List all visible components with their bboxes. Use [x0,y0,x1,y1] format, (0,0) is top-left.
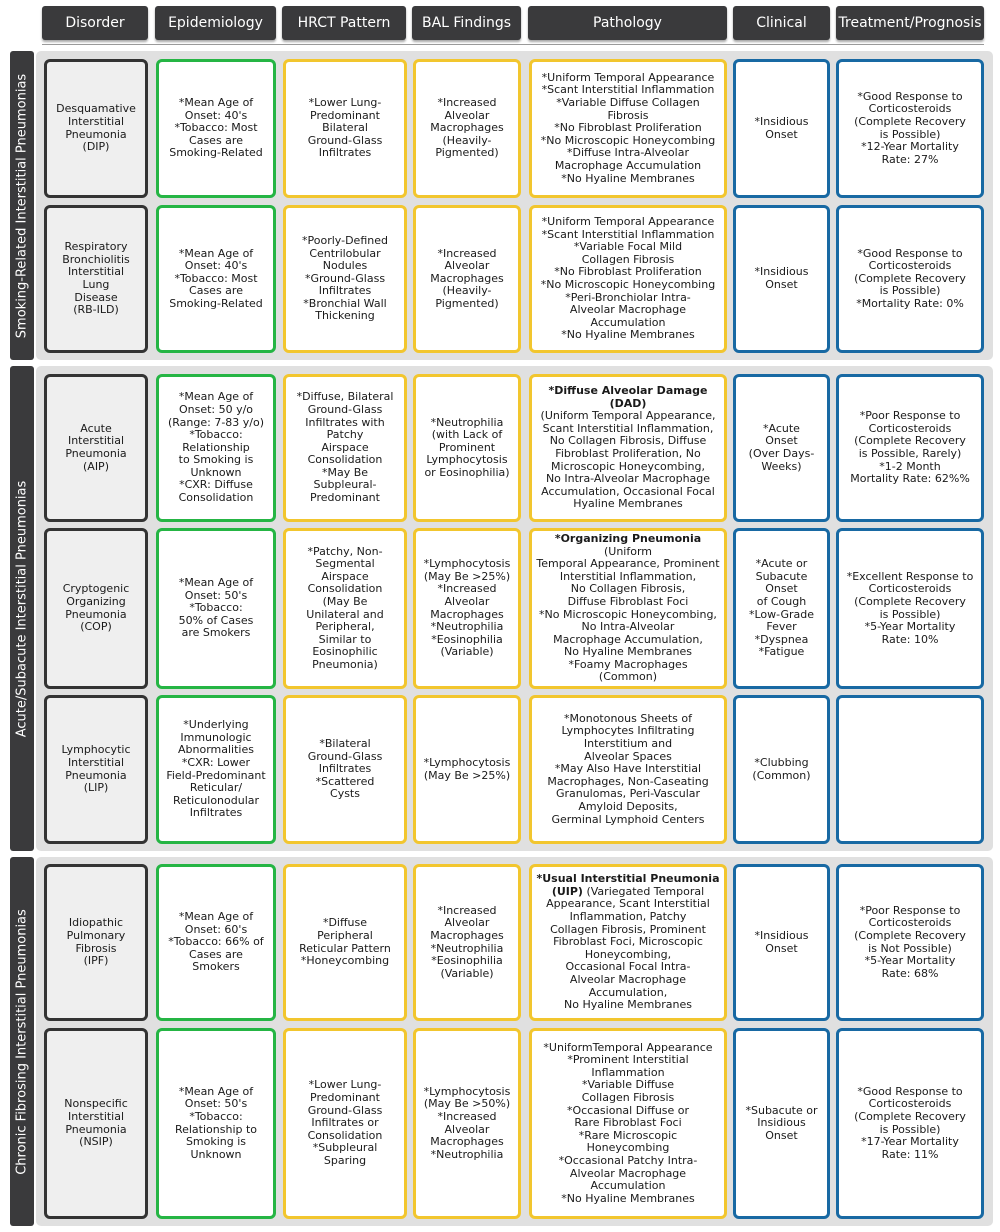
hrct-cell [283,59,407,198]
clinical-text [749,423,815,473]
pathology-text [536,385,720,511]
bal-value: *Lymphocytosis (May Be >50%) *Increased Alveolar Macrophages *Neutrophilia [423,1084,511,1161]
hrct-text [299,917,391,967]
bal-cell [413,528,521,689]
hrct-cell [283,864,407,1021]
bal-text [424,1086,511,1162]
bal-value: *Neutrophilia (with Lack of Prominent Lymphocytosis or Eosinophilia) [424,415,510,479]
treatment-text [847,571,974,647]
treatment-cell [836,1028,984,1219]
hrct-text [308,1079,383,1167]
header-treatment-prognosis: Treatment/Prognosis [836,6,984,40]
pathology-text [536,533,720,684]
epidemiology-text [166,719,265,820]
hrct-text [290,391,400,504]
bal-value: *Increased Alveolar Macrophages *Neutrophilia *Eosinophilia (Variable) [430,903,504,980]
pathology-text [543,1042,712,1206]
clinical-cell [733,59,830,198]
hrct-text [306,546,383,672]
group-label-smoking-related: Smoking-Related Interstitial Pneumonias [10,51,34,360]
treatment-text [850,410,970,486]
disorder-cell [44,528,148,689]
disorder-cell [44,864,148,1021]
bal-value: *Lymphocytosis (May Be >25%) *Increased Alveolar Macrophages *Neutrophilia *Eosinophilia (Variable) [423,557,511,659]
epidemiology-text [169,97,263,160]
clinical-value: *Clubbing (Common) [752,755,811,782]
epidemiology-cell [156,59,276,198]
disorder-text [62,241,130,317]
pathology-value: (Uniform Temporal Appearance, Prominent Interstitial Inflammation, No Collagen Fibrosis, Diffuse Fibroblast Foci *No Microscopic Honeycombing, No Intra-Alveolar Macrophage Accumulation, No Hyaline Membranes *Foamy Macrophages (Common) [536,544,720,684]
bal-text [424,558,511,659]
pathology-text [541,72,715,185]
clinical-text [755,116,809,141]
epidemiology-text [179,577,254,640]
epidemiology-text [169,248,263,311]
disorder-value: Nonspecific Interstitial Pneumonia (NSIP) [64,1097,128,1149]
hrct-value: *Diffuse, Bilateral Ground-Glass Infiltrates with Patchy Airspace Consolidation *May Be Subpleural- Predominant [296,390,394,505]
treatment-text [854,1086,966,1162]
clinical-value: *Insidious Onset [754,265,809,291]
pathology-value: *Monotonous Sheets of Lymphocytes Infiltrating Interstitium and Alveolar Spaces *May Also Have Interstitial Macrophages, Non-Caseating Granulomas, Peri-Vascular Amyloid Deposits, Germinal Lymphoid Centers [547,711,709,826]
treatment-cell [836,695,984,844]
hrct-value: *Patchy, Non- Segmental Airspace Consolidation (May Be Unilateral and Peripheral, Similar to Eosinophilic Pneumonia) [306,544,384,671]
clinical-value: *Insidious Onset [754,114,809,141]
epidemiology-text [168,391,264,504]
disorder-cell [44,695,148,844]
hrct-value: *Diffuse Peripheral Reticular Pattern *Honeycombing [299,916,391,968]
bal-cell [413,1028,521,1219]
pathology-cell [529,374,727,522]
epidemiology-cell [156,205,276,353]
clinical-value: *Acute or Subacute Onset of Cough *Low-Grade Fever *Dyspnea *Fatigue [748,557,815,659]
disorder-cell [44,59,148,198]
pathology-cell [529,59,727,198]
treatment-text [854,248,966,311]
disorder-text [63,583,130,633]
clinical-cell [733,1028,830,1219]
treatment-cell [836,59,984,198]
pathology-cell [529,1028,727,1219]
header-pathology: Pathology [528,6,727,40]
epidemiology-value: *Mean Age of Onset: 40's *Tobacco: Most Cases are Smoking-Related [169,246,263,310]
epidemiology-cell [156,374,276,522]
pathology-value: *UniformTemporal Appearance *Prominent Interstitial Inflammation *Variable Diffuse Collagen Fibrosis *Occasional Diffuse or Rare Fibroblast Foci *Rare Microscopic Honeycombing *Occasional Patchy Intra- Alveolar Macrophage Accumulation *No Hyaline Membranes [543,1040,713,1205]
hrct-text [308,97,383,160]
bal-value: *Increased Alveolar Macrophages (Heavily- Pigmented) [430,96,504,160]
pathology-value: *Uniform Temporal Appearance *Scant Interstitial Inflammation *Variable Focal Mild Collagen Fibrosis *No Fibroblast Proliferation *No Microscopic Honeycombing *Peri-Bronchiolar Intra- Alveolar Macrophage Accumulation *No Hyaline Membranes [540,215,716,342]
epidemiology-value: *Mean Age of Onset: 60's *Tobacco: 66% of Cases are Smokers [168,910,264,974]
hrct-cell [283,1028,407,1219]
bal-value: *Lymphocytosis (May Be >25%) [423,755,511,782]
pathology-cell [529,864,727,1021]
clinical-text [752,757,810,782]
pathology-value: *Uniform Temporal Appearance *Scant Interstitial Inflammation *Variable Diffuse Collagen Fibrosis *No Fibroblast Proliferation *No Microscopic Honeycombing *Diffuse Intra-Alveolar Macrophage Accumulation *No Hyaline Membranes [540,70,716,185]
disorder-value: Respiratory Bronchiolitis Interstitial Lung Disease (RB-ILD) [62,240,130,317]
epidemiology-cell [156,1028,276,1219]
treatment-value: *Poor Response to Corticosteroids (Complete Recovery is Not Possible) *5-Year Mortality Rate: 68% [854,903,966,980]
bal-cell [413,205,521,353]
clinical-text [755,266,809,291]
clinical-cell [733,374,830,522]
bal-text [430,905,503,981]
epidemiology-value: *Underlying Immunologic Abnormalities *CXR: Lower Field-Predominant Reticular/ Reticulonodular Infiltrates [166,718,266,820]
hrct-cell [283,374,407,522]
epidemiology-value: *Mean Age of Onset: 50 y/o (Range: 7-83 y/o) *Tobacco: Relationship to Smoking is Unknown *CXR: Diffuse Consolidation [167,390,265,505]
header-clinical: Clinical [733,6,830,40]
disorder-text [61,744,130,794]
header-divider [42,44,984,45]
pathology-cell [529,695,727,844]
pathology-cell [529,205,727,353]
clinical-value: *Subacute or Insidious Onset [745,1103,818,1142]
epidemiology-text [168,911,263,974]
hrct-cell [283,695,407,844]
pathology-text [536,873,719,1012]
epidemiology-cell [156,695,276,844]
pathology-value: (Uniform Temporal Appearance, Scant Interstitial Inflammation, No Collagen Fibrosis, Diffuse Fibroblast Proliferation, No Microscopic Honeycombing, No Intra-Alveolar Macrophage Accumulation, Occasional Focal Hyaline Membranes [540,409,716,511]
clinical-value: *Insidious Onset [754,928,809,955]
epidemiology-cell [156,864,276,1021]
hrct-value: *Poorly-Defined Centrilobular Nodules *Ground-Glass Infiltrates *Bronchial Wall Thickening [302,233,388,323]
epidemiology-value: *Mean Age of Onset: 40's *Tobacco: Most Cases are Smoking-Related [169,96,263,160]
treatment-cell [836,864,984,1021]
pathology-text [547,713,708,826]
clinical-text [745,1105,817,1143]
bal-text [424,757,511,782]
epidemiology-text [175,1086,257,1162]
treatment-value: *Excellent Response to Corticosteroids (Complete Recovery is Possible) *5-Year Mortality Rate: 10% [846,569,974,646]
hrct-cell [283,205,407,353]
treatment-cell [836,205,984,353]
bal-text [430,97,503,160]
header-bal-findings: BAL Findings [412,6,521,40]
hrct-value: *Bilateral Ground-Glass Infiltrates *Scattered Cysts [307,737,383,801]
clinical-cell [733,695,830,844]
bal-cell [413,59,521,198]
pathology-pattern-name: *Diffuse Alveolar Damage (DAD) [548,384,708,410]
disorder-text [65,423,126,473]
epidemiology-cell [156,528,276,689]
pathology-pattern-name: *Organizing Pneumonia [554,531,702,545]
disorder-value: Cryptogenic Organizing Pneumonia (COP) [62,582,130,634]
disorder-value: Idiopathic Pulmonary Fibrosis (IPF) [66,916,126,968]
treatment-text [854,905,966,981]
group-label-chronic-fibrosing: Chronic Fibrosing Interstitial Pneumonias [10,857,34,1226]
epidemiology-value: *Mean Age of Onset: 50's *Tobacco: Relationship to Smoking is Unknown [174,1084,258,1161]
clinical-cell [733,528,830,689]
header-epidemiology: Epidemiology [155,6,276,40]
hrct-text [308,738,383,801]
pathology-cell [529,528,727,689]
bal-text [430,248,503,311]
disorder-value: Desquamative Interstitial Pneumonia (DIP) [56,102,136,154]
clinical-cell [733,205,830,353]
pathology-text [541,216,715,342]
disorder-value: Lymphocytic Interstitial Pneumonia (LIP) [61,743,131,795]
header-disorder: Disorder [42,6,148,40]
disorder-text [67,917,126,967]
bal-text [424,417,509,480]
hrct-cell [283,528,407,689]
treatment-value: *Good Response to Corticosteroids (Complete Recovery is Possible) *17-Year Mortality Rate: 11% [854,1084,966,1161]
clinical-value: *Acute Onset (Over Days- Weeks) [748,421,815,473]
bal-value: *Increased Alveolar Macrophages (Heavily- Pigmented) [430,246,504,310]
treatment-value: *Good Response to Corticosteroids (Complete Recovery is Possible) *12-Year Mortality Rate: 27% [854,89,966,166]
header-hrct-pattern: HRCT Pattern [282,6,406,40]
group-label-acute-subacute: Acute/Subacute Interstitial Pneumonias [10,366,34,851]
treatment-text [854,91,966,167]
bal-cell [413,864,521,1021]
disorder-text [64,1098,128,1148]
hrct-value: *Lower Lung- Predominant Ground-Glass Infiltrates or Consolidation *Subpleural Sparing [307,1078,383,1167]
epidemiology-value: *Mean Age of Onset: 50's *Tobacco: 50% of Cases are Smokers [178,576,254,640]
disorder-text [56,103,136,153]
treatment-value: *Poor Response to Corticosteroids (Complete Recovery is Possible, Rarely) *1-2 Month Mortality Rate: 62%% [850,409,970,486]
clinical-cell [733,864,830,1021]
treatment-cell [836,528,984,689]
pathology-value: (Variegated Temporal Appearance, Scant Interstitial Inflammation, Patchy Collagen Fibrosis, Prominent Fibroblast Foci, Microscopic Honeycombing, Occasional Focal Intra- Alveolar Macrophage Accumulation, No Hyaline Membranes [546,884,710,1012]
hrct-value: *Lower Lung- Predominant Bilateral Ground-Glass Infiltrates [307,96,383,160]
treatment-value: *Good Response to Corticosteroids (Complete Recovery is Possible) *Mortality Rate: 0% [854,246,966,310]
hrct-text [302,235,388,323]
pathology-pattern-name: *Usual Interstitial Pneumonia (UIP) [536,872,720,898]
clinical-text [749,558,814,659]
bal-cell [413,695,521,844]
clinical-text [755,930,809,955]
disorder-cell [44,205,148,353]
disorder-value: Acute Interstitial Pneumonia (AIP) [65,421,127,473]
disorder-cell [44,374,148,522]
bal-cell [413,374,521,522]
disorder-cell [44,1028,148,1219]
treatment-cell [836,374,984,522]
